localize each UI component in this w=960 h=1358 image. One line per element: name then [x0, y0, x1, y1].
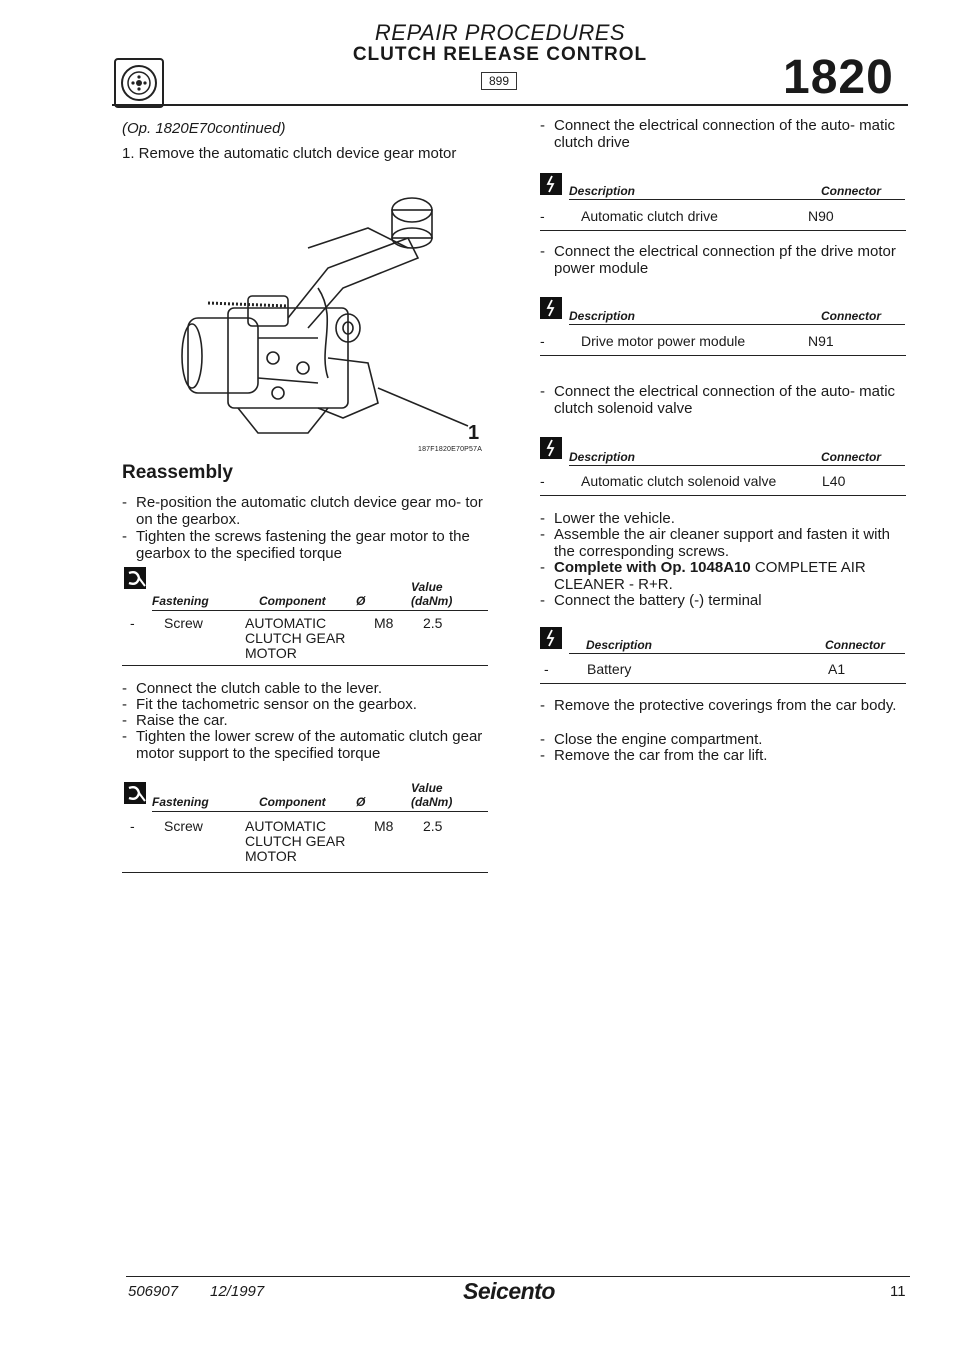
cell-component: AUTOMATIC CLUTCH GEAR MOTOR: [245, 818, 346, 864]
header-rule: [112, 104, 908, 106]
col-connector: Connector: [821, 184, 881, 198]
torque-wrench-icon: [124, 782, 146, 804]
list-item: - Remove the protective coverings from the car body.: [540, 697, 897, 714]
cell-description: Automatic clutch drive: [581, 208, 718, 224]
row-dash: -: [540, 333, 545, 349]
row-dash: -: [544, 661, 549, 677]
list-item-complete-with: - Complete with Op. 1048A10 COMPLETE AIR CLEANER - R+R.: [540, 559, 866, 593]
col-connector: Connector: [821, 309, 881, 323]
row-dash: -: [540, 473, 545, 489]
figure-callout-1: 1: [468, 422, 480, 444]
cell-fastening: Screw: [164, 615, 203, 631]
col-description: Description: [569, 450, 636, 464]
list-item: - Assemble the air cleaner support and fasten it with the corresponding screws.: [540, 526, 891, 560]
operation-code: 1820: [783, 51, 894, 104]
list-item: - Connect the battery (-) terminal: [540, 592, 762, 609]
step-connect-drive: - Connect the electrical connection of the auto- matic clutch drive: [540, 117, 896, 151]
col-connector: Connector: [825, 638, 885, 652]
cell-connector: A1: [828, 661, 846, 677]
table-bottom-rule: [122, 872, 488, 873]
electrical-connector-icon: [540, 437, 562, 459]
cell-fastening: Screw: [164, 818, 203, 834]
list-item: - Tighten the lower screw of the automatic clutch gear motor support to the specified torque: [122, 728, 483, 762]
brand-logo-icon: [114, 58, 164, 108]
cell-component: AUTOMATIC CLUTCH GEAR MOTOR: [245, 615, 346, 661]
electrical-connector-icon: [540, 627, 562, 649]
table-header-rule: [569, 324, 905, 325]
col-description: Description: [569, 309, 636, 323]
cell-diameter: M8: [374, 818, 394, 834]
table-header-rule: [569, 465, 905, 466]
reassembly-heading: Reassembly: [122, 462, 233, 483]
list-item: - Tighten the screws fastening the gear motor to the gearbox to the specified torque: [122, 528, 470, 562]
col-value-label: Value: [411, 580, 443, 594]
electrical-connector-icon: [540, 297, 562, 319]
col-component: Component: [259, 795, 326, 809]
table-header-rule: [569, 653, 905, 654]
cell-connector: N91: [808, 333, 834, 349]
list-item: - Connect the clutch cable to the lever.: [122, 680, 382, 697]
col-description: Description: [569, 184, 636, 198]
col-fastening: Fastening: [152, 594, 209, 608]
table-bottom-rule: [540, 230, 906, 231]
op-continued-note: (Op. 1820E70continued): [122, 120, 286, 137]
footer-rule: [126, 1276, 910, 1277]
list-item: - Fit the tachometric sensor on the gearbox.: [122, 696, 417, 713]
cell-value: 2.5: [423, 615, 443, 631]
col-value-unit: (daNm): [411, 594, 453, 608]
table-bottom-rule: [540, 495, 906, 496]
cell-connector: N90: [808, 208, 834, 224]
cell-description: Battery: [587, 661, 632, 677]
section-heading: REPAIR PROCEDURES: [374, 20, 626, 45]
electrical-connector-icon: [540, 173, 562, 195]
col-diameter: Ø: [356, 594, 366, 608]
figure-reference: 187F1820E70P57A: [418, 446, 483, 453]
table-header-rule: [569, 199, 905, 200]
cell-description: Automatic clutch solenoid valve: [581, 473, 777, 489]
col-diameter: Ø: [356, 795, 366, 809]
doc-date: 12/1997: [210, 1283, 265, 1300]
model-code-box: 899: [481, 72, 517, 90]
cell-diameter: M8: [374, 615, 394, 631]
list-item: - Close the engine compartment.: [540, 731, 763, 748]
brand-wordmark: Seicento: [463, 1278, 555, 1304]
list-item: - Re-position the automatic clutch device gear mo- tor on the gearbox.: [122, 494, 483, 528]
cell-connector: L40: [822, 473, 846, 489]
table-header-rule: [152, 610, 488, 611]
cell-description: Drive motor power module: [581, 333, 746, 349]
table-header-rule: [152, 811, 488, 812]
col-fastening: Fastening: [152, 795, 209, 809]
row-dash: -: [540, 208, 545, 224]
step-connect-solenoid: - Connect the electrical connection of the auto- matic clutch solenoid valve: [540, 383, 896, 417]
table-bottom-rule: [122, 665, 488, 666]
page-number: 11: [890, 1283, 906, 1300]
op-reference: Complete with Op. 1048A10: [554, 559, 751, 576]
col-component: Component: [259, 594, 326, 608]
list-item: - Raise the car.: [122, 712, 228, 729]
row-dash: -: [130, 615, 135, 631]
col-connector: Connector: [821, 450, 881, 464]
doc-number: 506907: [128, 1283, 179, 1300]
step-1: 1. Remove the automatic clutch device gear motor: [122, 145, 457, 162]
cell-value: 2.5: [423, 818, 443, 834]
list-item: - Lower the vehicle.: [540, 510, 675, 527]
table-bottom-rule: [540, 683, 906, 684]
torque-wrench-icon: [124, 567, 146, 589]
list-item: - Remove the car from the car lift.: [540, 747, 768, 764]
step-connect-power-module: - Connect the electrical connection pf the drive motor power module: [540, 243, 896, 277]
col-value-label: Value: [411, 781, 443, 795]
row-dash: -: [130, 818, 135, 834]
table-bottom-rule: [540, 355, 906, 356]
page-title: CLUTCH RELEASE CONTROL: [352, 44, 648, 65]
col-value-unit: (daNm): [411, 795, 453, 809]
col-description: Description: [586, 638, 653, 652]
gear-motor-figure: [168, 188, 490, 453]
